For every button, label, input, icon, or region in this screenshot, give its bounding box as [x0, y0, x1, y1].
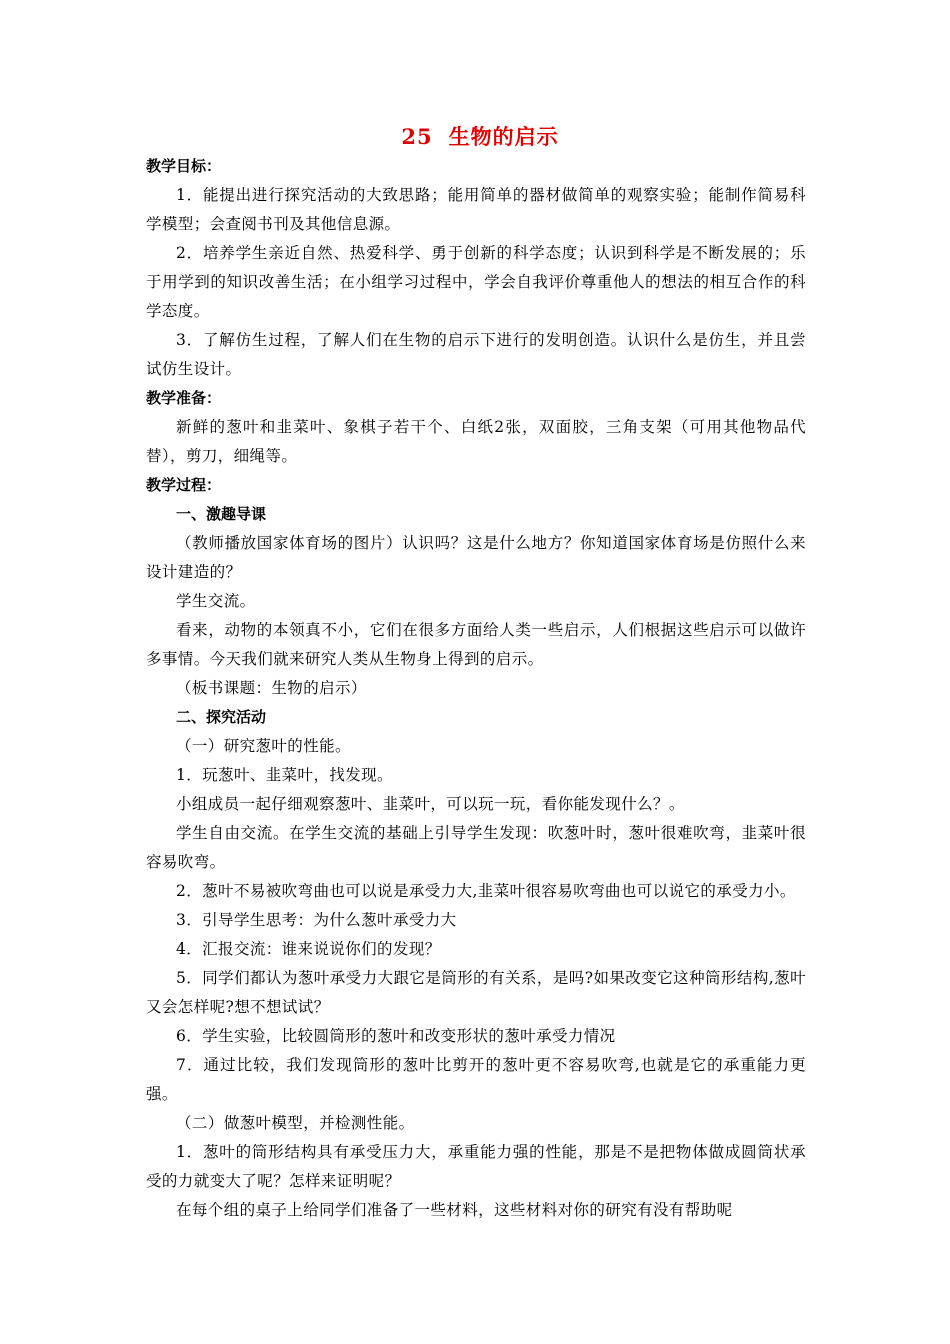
goal-item: 3．了解仿生过程，了解人们在生物的启示下进行的发明创造。认识什么是仿生，并且尝试仿生设计。: [146, 331, 806, 378]
process-heading: 教学过程：: [146, 476, 222, 494]
prep-text: 新鲜的葱叶和韭菜叶、象棋子若干个、白纸2张，双面胶，三角支架（可用其他物品代替），剪刀，细绳等。: [146, 418, 806, 465]
section2-paragraph: （一）研究葱叶的性能。: [176, 737, 351, 755]
goals-heading: 教学目标：: [146, 157, 222, 175]
section1-paragraph: 看来，动物的本领真不小，它们在很多方面给人类一些启示，人们根据这些启示可以做许多事情。今天我们就来研究人类从生物身上得到的启示。: [146, 621, 806, 668]
section2-paragraph: 2．葱叶不易被吹弯曲也可以说是承受力大,韭菜叶很容易吹弯曲也可以说它的承受力小。: [176, 882, 796, 900]
section2-paragraph: 在每个组的桌子上给同学们准备了一些材料，这些材料对你的研究有没有帮助呢: [176, 1201, 733, 1219]
section2-paragraph: 7．通过比较，我们发现筒形的葱叶比剪开的葱叶更不容易吹弯,也就是它的承重能力更强。: [146, 1056, 806, 1103]
section1-paragraph: （板书课题：生物的启示）: [176, 679, 367, 697]
section2-paragraph: 学生自由交流。在学生交流的基础上引导学生发现：吹葱叶时，葱叶很难吹弯，韭菜叶很容易吹弯。: [146, 824, 806, 871]
section2-paragraph: 3．引导学生思考：为什么葱叶承受力大: [176, 911, 457, 929]
prep-heading: 教学准备：: [146, 389, 222, 407]
goal-item: 2．培养学生亲近自然、热爱科学、勇于创新的科学态度；认识到科学是不断发展的；乐于用学到的知识改善生活；在小组学习过程中，学会自我评价尊重他人的想法的相互合作的科学态度。: [146, 244, 806, 320]
section2-paragraph: 6．学生实验，比较圆筒形的葱叶和改变形状的葱叶承受力情况: [176, 1027, 616, 1045]
title-number: 25: [401, 124, 433, 149]
section2-paragraph: （二）做葱叶模型，并检测性能。: [176, 1114, 415, 1132]
section2-paragraph: 1．玩葱叶、韭菜叶，找发现。: [176, 766, 393, 784]
goal-item: 1．能提出进行探究活动的大致思路；能用简单的器材做简单的观察实验；能制作简易科学模型；会查阅书刊及其他信息源。: [146, 186, 806, 233]
section1-paragraph: （教师播放国家体育场的图片）认识吗？这是什么地方？你知道国家体育场是仿照什么来设计建造的？: [146, 534, 806, 581]
section2-paragraph: 1．葱叶的筒形结构具有承受压力大，承重能力强的性能，那是不是把物体做成圆筒状承受的力就变大了呢？怎样来证明呢？: [146, 1143, 806, 1190]
section2-paragraph: 5．同学们都认为葱叶承受力大跟它是筒形的有关系，是吗?如果改变它这种筒形结构,葱叶又会怎样呢?想不想试试？: [146, 969, 806, 1016]
title-text: 生物的启示: [448, 124, 559, 149]
section1-paragraph: 学生交流。: [176, 592, 256, 610]
section2-paragraph: 4．汇报交流：谁来说说你们的发现？: [176, 940, 441, 958]
document-content: [146, 122, 806, 1225]
section1-heading: 一、激趣导课: [176, 505, 267, 523]
page-title: [154, 122, 806, 152]
section2-heading: 二、探究活动: [176, 708, 267, 726]
section2-paragraph: 小组成员一起仔细观察葱叶、韭菜叶，可以玩一玩，看你能发现什么？。: [176, 795, 685, 813]
